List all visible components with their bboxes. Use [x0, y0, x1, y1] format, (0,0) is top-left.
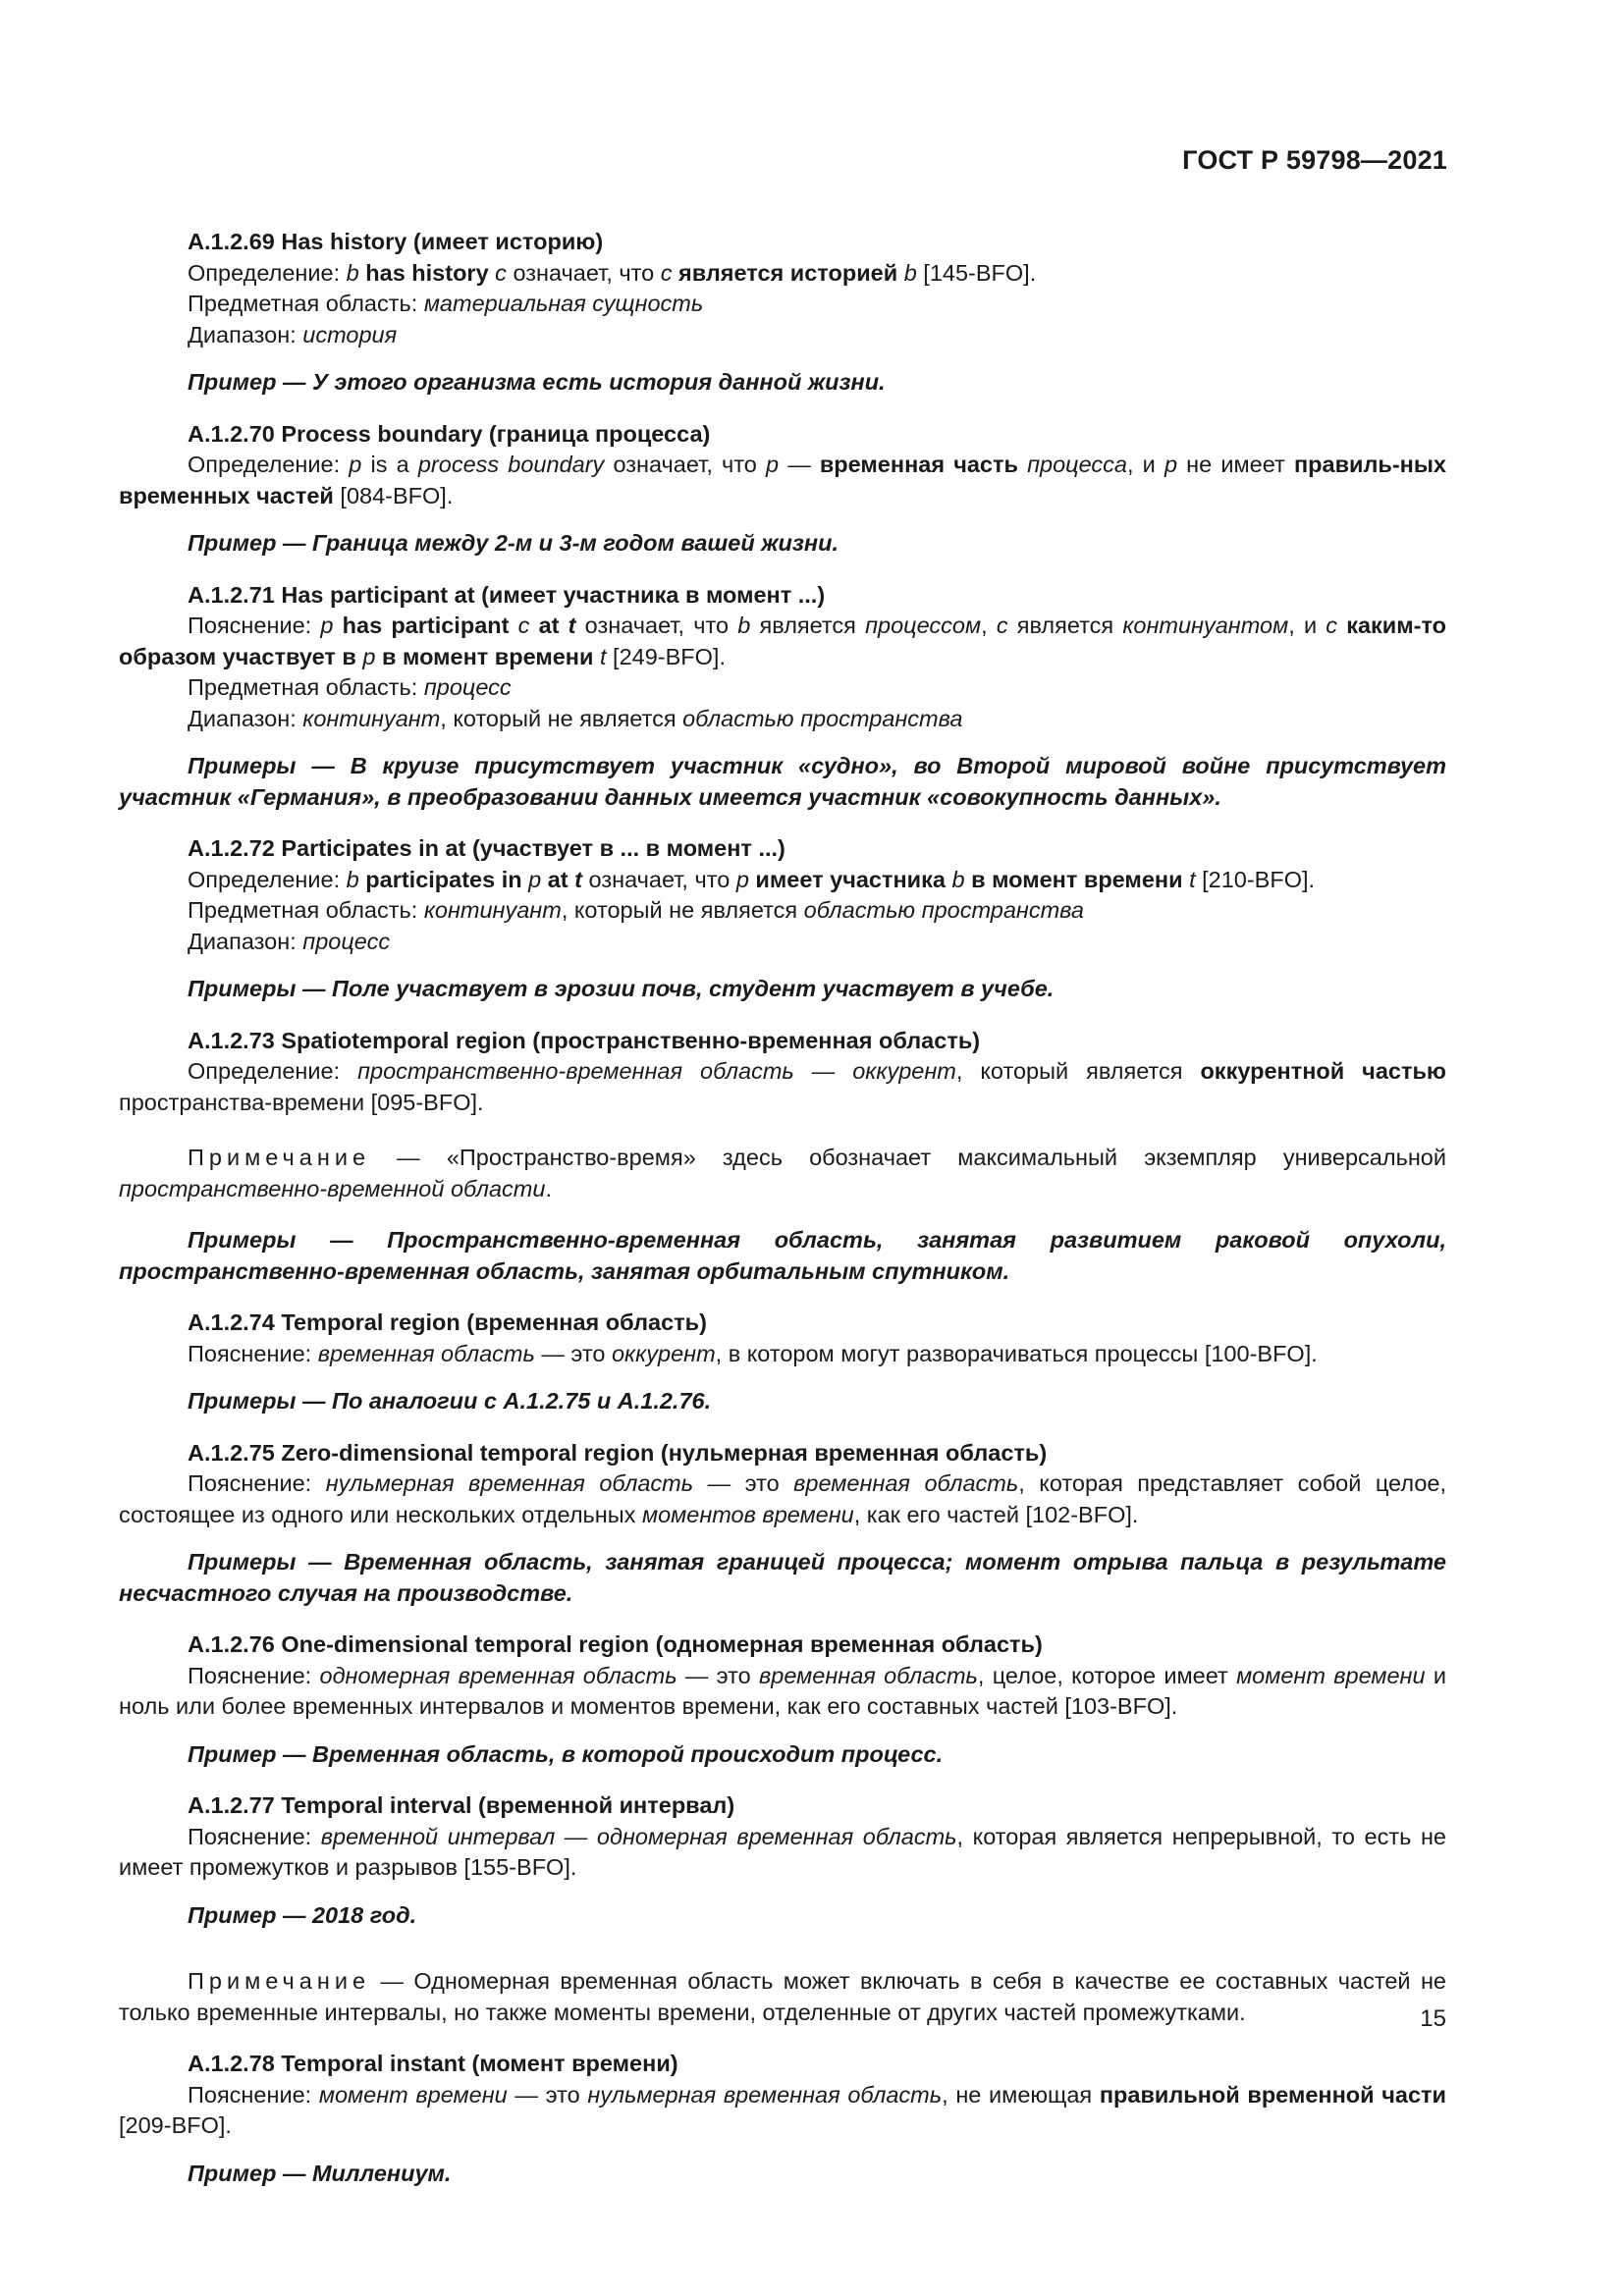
section-title: A.1.2.78 Temporal instant (момент времени)	[188, 2051, 678, 2076]
example: Пример — Миллениум.	[188, 2160, 452, 2186]
range-line: Диапазон: континуант, который не является областью пространства	[188, 705, 963, 731]
section-a1272	[119, 833, 1446, 1005]
section-a1274	[119, 1308, 1446, 1417]
explanation-line: Пояснение: нульмерная временная область — это временная область, которая представляет собой целое, состоящее из одного или нескольких отдельных моментов времени, как его частей [102-BFO].	[119, 1470, 1446, 1527]
standard-header: ГОСТ Р 59798—2021	[1182, 145, 1447, 175]
section-a1275	[119, 1438, 1446, 1610]
note: Примечание — «Пространство-время» здесь обозначает максимальный экземпляр универсальной пространственно-временной области.	[119, 1145, 1446, 1201]
example: Пример — Граница между 2-м и 3-м годом вашей жизни.	[188, 530, 839, 556]
section-title: A.1.2.72 Participates in at (участвует в ... в момент ...)	[188, 835, 785, 861]
range-line: Диапазон: история	[188, 321, 398, 347]
section-a1276	[119, 1629, 1446, 1770]
section-title: A.1.2.75 Zero-dimensional temporal region (нульмерная временная область)	[188, 1439, 1048, 1466]
section-title: A.1.2.77 Temporal interval (временной интервал)	[188, 1792, 735, 1818]
section-a1269	[119, 227, 1446, 399]
section-title: A.1.2.74 Temporal region (временная область)	[188, 1309, 707, 1335]
section-title: A.1.2.71 Has participant at (имеет участника в момент ...)	[188, 581, 826, 608]
explanation-line: Пояснение: временной интервал — одномерная временная область, которая является непрерывной, то есть не имеет промежутков и разрывов [155-BFO].	[119, 1823, 1446, 1880]
section-a1278	[119, 2049, 1446, 2189]
domain-line: Предметная область: континуант, который не является областью пространства	[188, 897, 1084, 923]
section-a1271	[119, 580, 1446, 814]
section-title: A.1.2.76 One-dimensional temporal region (одномерная временная область)	[188, 1631, 1043, 1657]
explanation-line: Пояснение: одномерная временная область — это временная область, целое, которое имеет момент времени и ноль или более временных интервалов и моментов времени, как его составных частей [103-BFO].	[119, 1662, 1446, 1719]
example: Примеры — В круизе присутствует участник «судно», во Второй мировой войне присутствует участник «Германия», в преобразовании данных имеется участник «совокупность данных».	[119, 753, 1446, 810]
section-title: A.1.2.70 Process boundary (граница процесса)	[188, 420, 711, 447]
explanation-line: Пояснение: временная область — это оккурент, в котором могут разворачиваться процессы [100-BFO].	[188, 1340, 1318, 1366]
example: Примеры — По аналогии с A.1.2.75 и A.1.2.76.	[188, 1388, 712, 1414]
definition-line: Определение: b participates in p at t означает, что p имеет участника b в момент времени t [210-BFO].	[188, 866, 1316, 892]
example: Пример — Временная область, в которой происходит процесс.	[188, 1740, 944, 1767]
definition-line: Определение: пространственно-временная область — оккурент, который является оккурентной частью пространства-времени [095-BFO].	[119, 1058, 1446, 1115]
page-number: 15	[1420, 2005, 1446, 2032]
domain-line: Предметная область: процесс	[188, 674, 512, 700]
example: Примеры — Пространственно-временная область, занятая развитием раковой опухоли, пространственно-временная область, занятая орбитальным спутником.	[119, 1227, 1446, 1284]
explanation-line: Пояснение: момент времени — это нульмерная временная область, не имеющая правильной временной части [209-BFO].	[119, 2081, 1447, 2138]
page-content	[119, 227, 1446, 2210]
example: Пример — У этого организма есть история данной жизни.	[188, 369, 886, 395]
range-line: Диапазон: процесс	[188, 928, 391, 954]
section-title: A.1.2.69 Has history (имеет историю)	[188, 229, 604, 254]
section-a1270	[119, 419, 1446, 560]
explanation-line: Пояснение: p has participant c at t означает, что b является процессом, c является континуантом, и c каким-то образом участвует в p в момент времени t [249-BFO].	[119, 613, 1447, 669]
example: Примеры — Поле участвует в эрозии почв, студент участвует в учебе.	[188, 976, 1055, 1001]
example: Примеры — Временная область, занятая границей процесса; момент отрыва пальца в результате несчастного случая на производстве.	[119, 1549, 1446, 1606]
section-title: A.1.2.73 Spatiotemporal region (пространственно-временная область)	[188, 1027, 981, 1053]
example: Пример — 2018 год.	[188, 1901, 417, 1928]
section-a1277	[119, 1790, 1446, 2028]
note: Примечание — Одномерная временная область может включать в себя в качестве ее составных частей не только временные интервалы, но также моменты времени, отделенные от других частей промежутками.	[119, 1968, 1446, 2025]
definition-line: Определение: p is a process boundary означает, что p — временная часть процесса, и p не имеет правиль-ных временных частей [084-BFO].	[119, 452, 1446, 508]
domain-line: Предметная область: материальная сущность	[188, 291, 704, 316]
definition-line: Определение: b has history c означает, что c является историей b [145-BFO].	[188, 259, 1037, 286]
section-a1273	[119, 1026, 1446, 1288]
